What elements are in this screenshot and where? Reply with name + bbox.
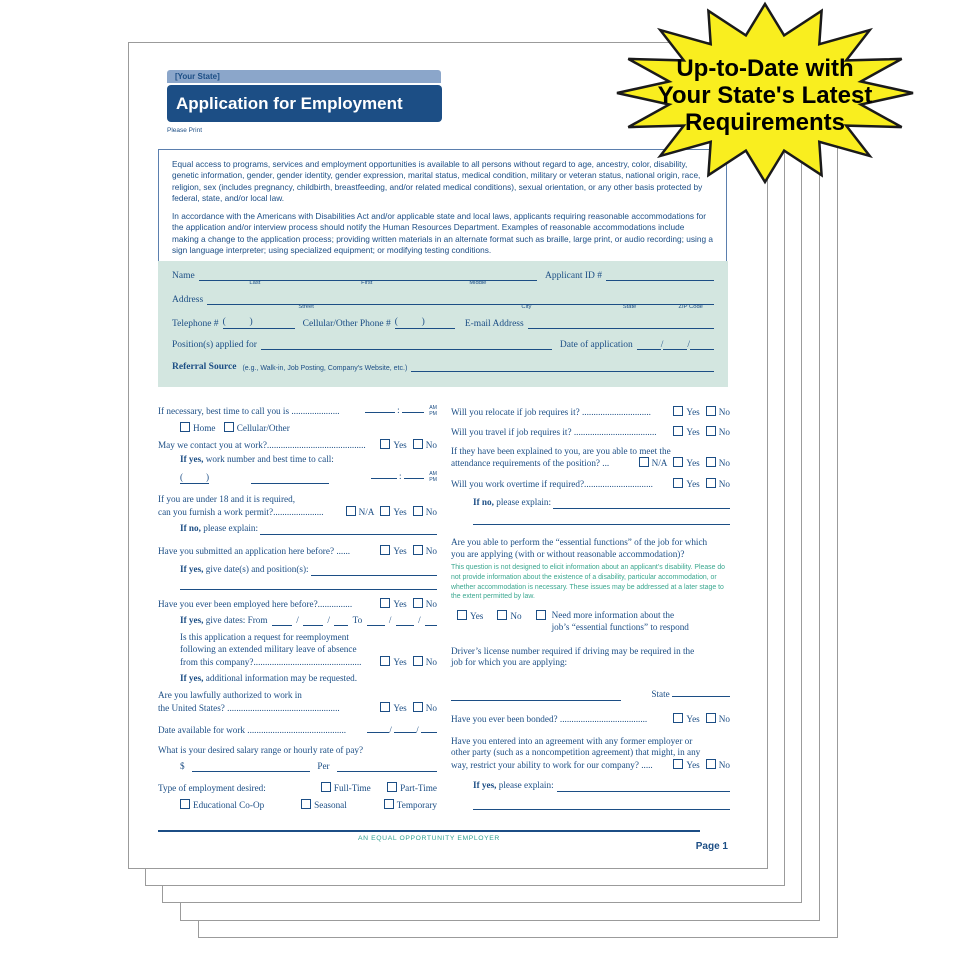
essential-functions-line1: Are you able to perform the “essential functions” of the job for which	[451, 536, 708, 547]
explain-blank	[553, 497, 730, 509]
yes-no	[374, 545, 437, 558]
applicant-id-label: Applicant ID #	[545, 271, 602, 281]
yes-checkbox	[380, 702, 390, 712]
question-text: Have you ever been employed here before?...............	[158, 598, 353, 609]
yes-checkbox	[380, 439, 390, 449]
no-label: No	[425, 703, 437, 714]
slash: /	[418, 614, 421, 625]
cellular-label: Cellular/Other	[236, 422, 290, 433]
yes-label: Yes	[686, 407, 700, 417]
sub-label-street: Street	[298, 304, 314, 310]
address-label: Address	[172, 295, 204, 305]
question-text: way, restrict your ability to work for our company? .....	[451, 760, 653, 771]
footer-divider	[158, 830, 700, 832]
address-blank	[207, 293, 714, 310]
slash: /	[327, 614, 330, 625]
explain-blank	[557, 780, 730, 792]
position-label: Position(s) applied for	[172, 340, 257, 350]
type-options-1	[315, 782, 437, 795]
left-column	[158, 401, 437, 812]
phone-type-checkboxes	[180, 422, 437, 435]
yes-label: Yes	[393, 598, 407, 609]
time-blank-1	[365, 401, 395, 413]
avail-blank-3	[421, 721, 437, 733]
no-checkbox	[413, 545, 423, 555]
no-label: No	[718, 426, 730, 437]
no-checkbox	[706, 759, 716, 769]
no-label: No	[425, 545, 437, 556]
right-column	[451, 401, 730, 812]
lawfully-authorized-line1: Are you lawfully authorized to work in	[158, 690, 302, 701]
cellular-blank2	[425, 317, 455, 329]
travel-question	[451, 426, 730, 439]
employment-dates-line	[180, 614, 437, 626]
no-label: No	[425, 439, 437, 450]
question-text: Type of employment desired:	[158, 783, 266, 794]
time-blank-4	[404, 467, 424, 479]
na-label: N/A	[358, 507, 375, 517]
question-text: Have you submitted an application here before? ......	[158, 545, 351, 556]
attendance-question-line2	[451, 457, 730, 470]
sub-label-zip: ZIP Code	[678, 304, 703, 310]
employment-type-line2	[180, 799, 437, 812]
question-text: from this company?...............................................	[180, 656, 362, 667]
yes-no	[667, 426, 730, 439]
slash: /	[388, 614, 392, 625]
yes-label: Yes	[393, 507, 407, 517]
home-checkbox	[180, 422, 190, 432]
question-text: Will you work overtime if required?..............................	[451, 479, 653, 490]
reemployment-line2: following an extended military leave of absence	[180, 644, 357, 655]
yes-checkbox	[673, 713, 683, 723]
need-more-line2: job’s “essential functions” to respond	[551, 621, 689, 632]
if-no-label: If no,	[180, 523, 201, 533]
no-checkbox	[497, 610, 507, 620]
question-text: Will you travel if job requires it? ....................................	[451, 426, 657, 437]
yes-checkbox	[380, 598, 390, 608]
yes-checkbox	[673, 426, 683, 436]
telephone-blank2	[253, 317, 295, 329]
dates-positions-line	[180, 564, 437, 576]
subnote-text: please explain:	[493, 497, 552, 508]
full-time-label: Full-Time	[333, 783, 371, 794]
per-label: Per	[317, 760, 330, 771]
yes-label: Yes	[686, 458, 700, 469]
question-text: attendance requirements of the position? ...	[451, 458, 610, 469]
time-blank-3	[371, 467, 397, 479]
seasonal-checkbox	[301, 799, 311, 809]
address-row	[172, 293, 714, 310]
name-blank	[199, 269, 537, 286]
coop-label: Educational Co-Op	[193, 800, 265, 811]
ada-accommodation-paragraph: In accordance with the Americans with Disabilities Act and/or applicable state and local laws, applicants requiring reasonable accommodations for the application and/or interview process should notify the Human Resources Department. Examples of reasonable accommodations include making a change to the application process; providing written materials in an alternate format such as braille, large print, or audio recording; using a sign language interpreter; using specialized equipment; or modifying testing conditions.	[172, 210, 713, 256]
question-columns	[158, 401, 730, 812]
yes-no	[667, 478, 730, 491]
seasonal-label: Seasonal	[314, 800, 347, 811]
attendance-question-line1: If they have been explained to you, are you able to meet the	[451, 445, 671, 456]
slash: /	[296, 614, 299, 625]
question-text: Have you ever been bonded? ......................................	[451, 713, 648, 724]
no-label: No	[718, 458, 730, 469]
per-blank	[337, 760, 437, 772]
temporary-checkbox	[384, 799, 394, 809]
pm-label: PM	[429, 477, 437, 484]
question-text: the United States? .................................................	[158, 703, 340, 714]
need-more-line1: Need more information about the	[551, 609, 675, 620]
license-blank	[451, 689, 621, 701]
work-permit-question-line2	[158, 506, 437, 519]
name-row	[172, 269, 714, 286]
if-yes-label: If yes,	[180, 563, 204, 574]
work-number-blanks	[180, 467, 437, 484]
from-blank-1	[272, 614, 292, 626]
sub-label-middle: Middle	[469, 280, 487, 286]
if-yes-label: If yes,	[180, 672, 204, 683]
permit-explain-line	[180, 523, 437, 535]
part-time-checkbox	[387, 782, 397, 792]
dollar-sign: $	[180, 760, 185, 771]
cellular-blank: ( )	[394, 317, 425, 327]
referral-source-label: Referral Source	[172, 362, 237, 372]
subnote-text: additional information may be requested.	[203, 672, 358, 683]
no-label: No	[718, 713, 730, 724]
na-checkbox	[346, 506, 356, 516]
date-of-application-label: Date of application	[559, 340, 633, 350]
work-permit-question-line1: If you are under 18 and it is required,	[158, 494, 296, 505]
question-text: May we contact you at work?...........................................	[158, 439, 366, 450]
time-blank-2	[402, 401, 424, 413]
full-time-checkbox	[321, 782, 331, 792]
yes-checkbox	[380, 545, 390, 555]
sub-label-last: Last	[249, 280, 261, 286]
yes-no	[667, 759, 730, 772]
subnote-text: please explain:	[200, 523, 259, 533]
no-label: No	[718, 760, 730, 771]
date-blank-1	[637, 338, 661, 350]
position-blank	[261, 338, 552, 350]
home-label: Home	[193, 422, 216, 433]
cellular-label: Cellular/Other Phone #	[302, 319, 391, 329]
yes-label: Yes	[393, 545, 407, 556]
lawfully-authorized-line2	[158, 702, 437, 715]
yes-label: Yes	[393, 703, 407, 714]
to-label: To	[352, 614, 363, 625]
yes-checkbox	[380, 506, 390, 516]
salary-blanks	[180, 760, 437, 772]
subnote-text: give dates: From	[203, 614, 268, 625]
work-phone-blank: ( )	[180, 472, 210, 483]
no-checkbox	[706, 713, 716, 723]
submitted-before-question	[158, 545, 437, 558]
dates-blank	[311, 564, 437, 576]
phone-row	[172, 317, 714, 329]
na-yes-no	[340, 506, 437, 519]
question-text: can you furnish a work permit?......................	[158, 507, 324, 517]
yes-label: Yes	[470, 610, 484, 621]
best-time-question	[158, 401, 437, 418]
no-label: No	[718, 407, 730, 417]
yes-no	[374, 598, 437, 611]
overtime-question	[451, 478, 730, 491]
equal-opportunity-text: AN EQUAL OPPORTUNITY EMPLOYER	[358, 835, 500, 842]
license-question-line2: job for which you are applying:	[451, 657, 568, 668]
to-blank-3	[425, 614, 437, 626]
essential-functions-line2: you are applying (with or without reasonable accommodation)?	[451, 548, 685, 559]
relocate-question	[451, 406, 730, 419]
work-number-subnote	[180, 454, 437, 466]
yes-label: Yes	[686, 760, 700, 771]
am-pm	[429, 406, 437, 418]
extra-blank	[473, 513, 730, 525]
work-time-blanks	[371, 467, 437, 484]
extra-blank	[180, 578, 437, 590]
essential-functions-answers	[451, 610, 730, 634]
na-checkbox	[639, 457, 649, 467]
employed-before-question	[158, 598, 437, 611]
to-blank-1	[367, 614, 385, 626]
referral-blank	[411, 360, 714, 372]
from-blank-3	[334, 614, 348, 626]
email-label: E-mail Address	[464, 319, 524, 329]
colon: :	[399, 471, 402, 482]
yes-checkbox	[673, 406, 683, 416]
page-number: Page 1	[695, 841, 728, 852]
no-label: No	[425, 507, 437, 517]
salary-question: What is your desired salary range or hourly rate of pay?	[158, 744, 364, 755]
am-pm	[429, 472, 437, 484]
if-no-label: If no,	[473, 497, 494, 508]
equal-access-paragraph: Equal access to programs, services and employment opportunities is available to all persons without regard to age, ancestry, color, disability, genetic information, gender, gender identity, gender expression, marital status, medical condition, military or veteran status, national origin, race, religion, sex (includes pregnancy, childbirth, breastfeeding, and/or related medical conditions), sexual orientation, or any other basis protected by federal, state, and/or local law.	[172, 159, 703, 204]
avail-blank-1	[367, 721, 389, 733]
if-yes-label: If yes,	[180, 614, 204, 625]
applicant-id-blank	[606, 269, 714, 281]
no-checkbox	[413, 598, 423, 608]
state-tag-bar: [Your State]	[167, 70, 441, 83]
subnote-text: give date(s) and position(s):	[203, 563, 309, 574]
yes-checkbox	[673, 759, 683, 769]
referral-source-note: (e.g., Walk-in, Job Posting, Company’s Website, etc.)	[242, 365, 408, 372]
extra-blank	[473, 798, 730, 810]
no-label: No	[510, 610, 522, 621]
extra-blank-line	[180, 578, 437, 590]
bonded-question	[451, 713, 730, 726]
yes-no	[374, 702, 437, 715]
additional-info-note	[180, 673, 437, 685]
work-phone-blank2	[251, 472, 329, 484]
sub-label-state: State	[622, 304, 637, 310]
subnote-text: work number and best time to call:	[203, 453, 334, 464]
referral-row	[172, 360, 714, 372]
yes-checkbox	[457, 610, 467, 620]
reemployment-line1: Is this application a request for reemployment	[180, 632, 349, 643]
am-label: AM	[429, 405, 437, 412]
avail-blank-2	[394, 721, 416, 733]
yes-no	[374, 439, 437, 452]
slash: /	[660, 340, 664, 350]
telephone-blank: ( )	[222, 317, 253, 327]
date-blanks	[367, 721, 437, 737]
yes-label: Yes	[686, 426, 700, 437]
slash: /	[416, 724, 419, 735]
no-label: No	[425, 656, 437, 667]
noncompete-line1: Have you entered into an agreement with any former employer or	[451, 735, 693, 746]
badge-line1: Up-to-Date with	[676, 55, 854, 82]
no-checkbox	[413, 656, 423, 666]
page-title: Application for Employment	[167, 85, 442, 122]
badge-line2: Your State's Latest	[657, 82, 873, 109]
yes-label: Yes	[393, 656, 407, 667]
no-checkbox	[706, 457, 716, 467]
disability-disclaimer: This question is not designed to elicit information about an applicant’s disability. Please do not provide information about the existence of a disability, particular accommodation, or whether accommodation is necessary. These issues may be addressed at a later stage to the extent permitted by law.	[451, 564, 726, 601]
employment-type-line1	[158, 782, 437, 795]
to-blank-2	[396, 614, 414, 626]
yes-checkbox	[673, 478, 683, 488]
colon: :	[397, 405, 400, 415]
extra-blank-line	[473, 513, 730, 525]
email-blank	[528, 317, 714, 329]
na-label: N/A	[651, 458, 668, 469]
slash: /	[389, 724, 392, 735]
yes-label: Yes	[393, 439, 407, 450]
sub-label-first: First	[361, 280, 373, 286]
extra-blank-line	[473, 798, 730, 810]
contact-at-work-question	[158, 439, 437, 452]
slash: /	[687, 340, 690, 350]
no-checkbox	[706, 478, 716, 488]
no-label: No	[718, 479, 730, 490]
overtime-explain-line	[473, 497, 730, 509]
question-text: If necessary, best time to call you is .....................	[158, 406, 340, 417]
question-text: Will you relocate if job requires it? ..............................	[451, 407, 651, 417]
no-checkbox	[706, 426, 716, 436]
am-label: AM	[429, 471, 437, 478]
yes-no	[667, 406, 730, 419]
from-blank-2	[303, 614, 323, 626]
please-print-note: Please Print	[167, 127, 203, 134]
applicant-info-section	[158, 261, 728, 387]
position-row	[172, 338, 714, 350]
salary-blank	[192, 760, 310, 772]
starburst-badge	[612, 0, 918, 192]
need-more-info-checkbox	[536, 610, 546, 620]
subnote-text: please explain:	[496, 780, 554, 791]
if-yes-label: If yes,	[473, 780, 497, 791]
yes-no	[374, 656, 437, 669]
explain-blank	[260, 523, 437, 535]
state-blank	[672, 685, 730, 697]
na-yes-no	[633, 457, 730, 470]
no-checkbox	[413, 506, 423, 516]
noncompete-line3	[451, 759, 730, 772]
date-blank-2	[660, 338, 687, 350]
coop-checkbox	[180, 799, 190, 809]
date-blank-3	[690, 338, 714, 350]
no-checkbox	[706, 406, 716, 416]
date-available-line	[158, 721, 437, 737]
telephone-label: Telephone #	[172, 319, 219, 329]
license-question-line1: Driver’s license number required if driving may be required in the	[451, 645, 695, 656]
state-label: State	[651, 689, 670, 700]
question-text: Date available for work ...........................................	[158, 724, 347, 735]
badge-line3: Requirements	[684, 109, 846, 136]
need-more-info-label	[552, 610, 689, 634]
noncompete-explain-line	[473, 780, 730, 792]
part-time-label: Part-Time	[400, 783, 437, 794]
no-checkbox	[413, 439, 423, 449]
noncompete-line2: other party (such as a noncompetition agreement) that might, in any	[451, 747, 701, 758]
yes-label: Yes	[686, 479, 700, 490]
cellular-checkbox	[224, 422, 234, 432]
no-checkbox	[413, 702, 423, 712]
no-label: No	[425, 598, 437, 609]
if-yes-label: If yes,	[180, 453, 204, 464]
sub-label-city: City	[521, 304, 532, 310]
pm-label: PM	[429, 411, 437, 417]
reemployment-line3	[180, 656, 437, 669]
temporary-label: Temporary	[396, 800, 437, 811]
yes-no	[667, 713, 730, 726]
yes-label: Yes	[686, 713, 700, 724]
time-blanks	[365, 401, 437, 418]
yes-checkbox	[380, 656, 390, 666]
name-label: Name	[172, 271, 195, 281]
yes-checkbox	[673, 457, 683, 467]
license-blank-line	[451, 685, 730, 701]
